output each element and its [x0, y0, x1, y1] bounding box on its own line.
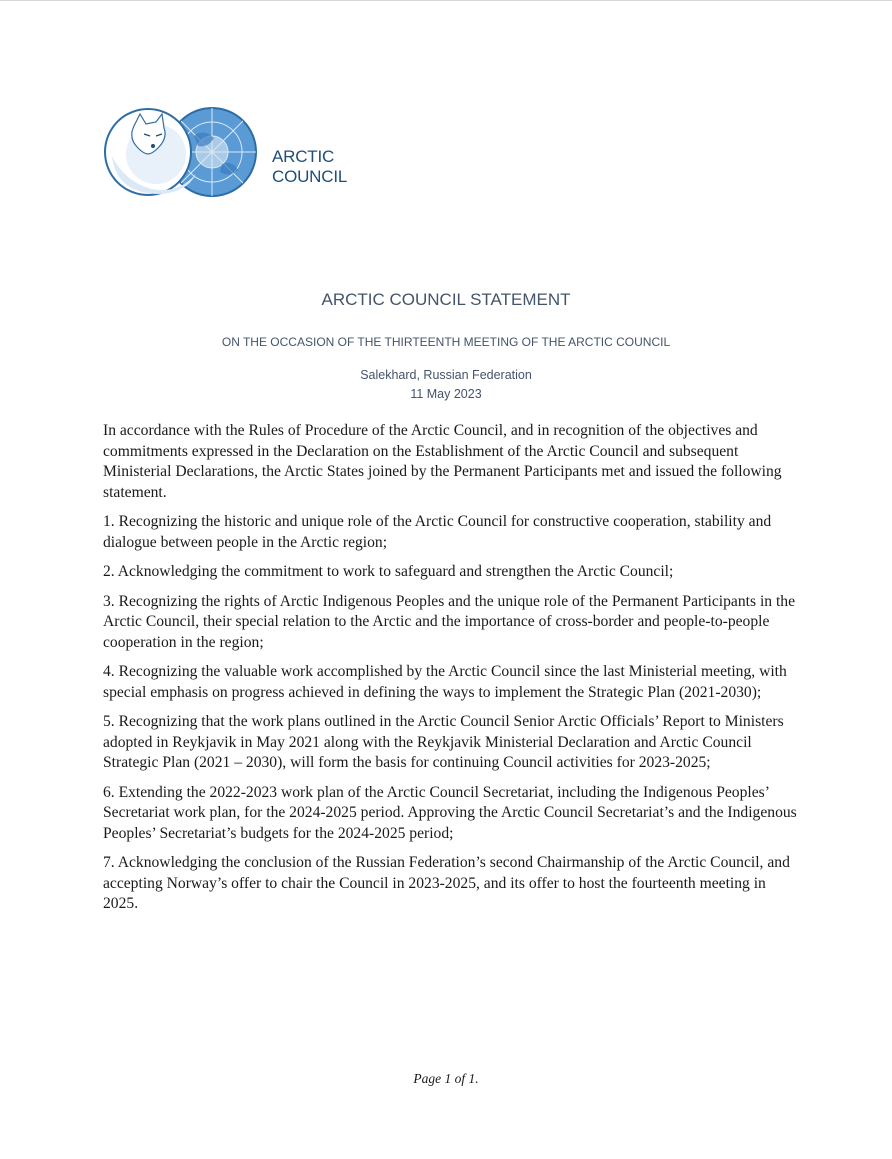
statement-item-4: 4. Recognizing the valuable work accomplished by the Arctic Council since the last Ministerial meeting, with special emphasis on progress achieved in defining the ways to implement the Strategic Plan (2021-2030); [103, 663, 787, 701]
statement-item-1: 1. Recognizing the historic and unique role of the Arctic Council for constructive cooperation, stability and dialogue between people in the Arctic region; [103, 513, 772, 551]
logo-text: ARCTIC COUNCIL [272, 147, 348, 186]
meeting-date: 11 May 2023 [410, 387, 482, 401]
arctic-fox-globe-icon [104, 106, 269, 198]
statement-item-2: 2. Acknowledging the commitment to work to safeguard and strengthen the Arctic Council; [103, 563, 674, 580]
statement-item-3: 3. Recognizing the rights of Arctic Indigenous Peoples and the unique role of the Permanent Participants in the Arctic Council, their special relation to the Arctic and the importance of cross-border and people-to-people cooperation in the region; [103, 592, 796, 651]
meeting-location-date [0, 366, 892, 404]
statement-item-5: 5. Recognizing that the work plans outlined in the Arctic Council Senior Arctic Officials’ Report to Ministers adopted in Reykjavik in May 2021 along with the Reykjavik Ministerial Declaration and Arctic Council Strategic Plan (2021 – 2030), will form the basis for continuing Council activities for 2023-2025; [103, 713, 784, 771]
statement-body [103, 421, 803, 924]
arctic-council-logo [104, 106, 404, 198]
page-top-border [0, 0, 892, 1]
intro-paragraph: In accordance with the Rules of Procedure of the Arctic Council, and in recognition of the objectives and commitments expressed in the Declaration on the Establishment of the Arctic Council and subsequent Ministerial Declarations, the Arctic States joined by the Permanent Participants met and issued the following statement. [103, 422, 782, 501]
meeting-location: Salekhard, Russian Federation [360, 368, 532, 382]
statement-item-6: 6. Extending the 2022-2023 work plan of the Arctic Council Secretariat, including the Indigenous Peoples’ Secretariat work plan, for the 2024-2025 period. Approving the Arctic Council Secretariat’s and the Indigenous Peoples’ Secretariat’s budgets for the 2024-2025 period; [103, 783, 797, 842]
page-number: Page 1 of 1. [413, 1071, 479, 1086]
page-title: ARCTIC COUNCIL STATEMENT [321, 290, 571, 309]
page-subtitle: ON THE OCCASION OF THE THIRTEENTH MEETING OF THE ARCTIC COUNCIL [221, 335, 671, 349]
statement-item-7: 7. Acknowledging the conclusion of the Russian Federation’s second Chairmanship of the Arctic Council, and accepting Norway’s offer to chair the Council in 2023-2025, and its offer to host the fourteenth meeting in 2025. [103, 854, 790, 912]
